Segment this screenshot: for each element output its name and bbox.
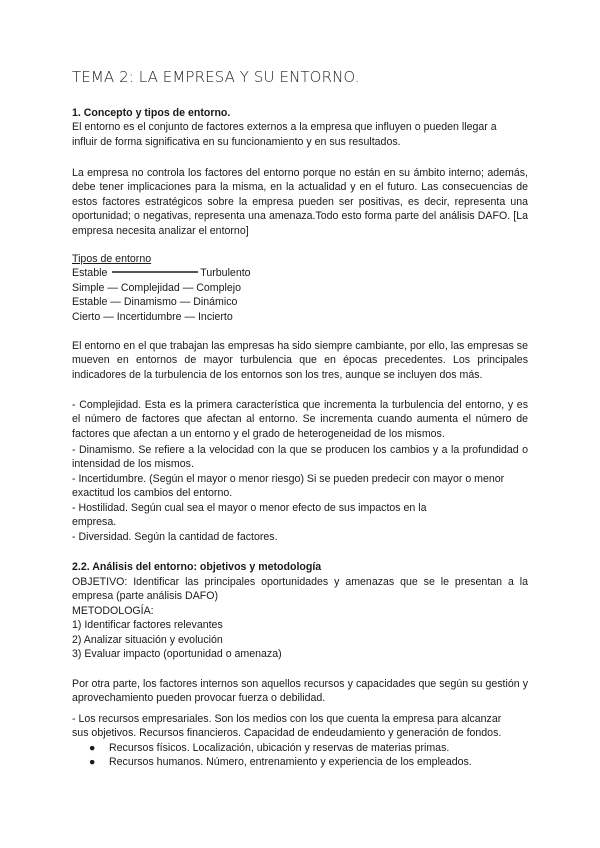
indicator-diversidad: - Diversidad. Según la cantidad de factores. [72, 530, 278, 543]
metodologia-label: METODOLOGÍA: [72, 605, 154, 617]
paragraph-turbulence: El entorno en el que trabajan las empresas ha sido siempre cambiante, por ello, las empresas se mueven en entornos de mayor turbulencia que en épocas precedentes. Los principales indicadores de la turbulencia de los entornos son los tres, aunque se incluyen dos más. [72, 340, 528, 381]
paragraph-internal-factors: Por otra parte, los factores internos son aquellos recursos y capacidades que según su gestión y aprovechamiento pueden provocar fuerza o debilidad. [72, 678, 528, 705]
indicator-rest [72, 472, 528, 544]
recursos-list [72, 741, 528, 770]
list-item-text: Recursos físicos. Localización, ubicación y reservas de materias primas. [109, 741, 450, 754]
section-1 [72, 106, 528, 149]
scale-line [112, 271, 198, 273]
scale-right-label: Turbulento [200, 267, 251, 280]
type-row: Cierto — Incertidumbre — Incierto [72, 310, 233, 323]
paragraph-definition-line-2: influir de forma significativa en su funcionamiento y en sus resultados. [72, 135, 401, 148]
page-title: TEMA 2: LA EMPRESA Y SU ENTORNO. [72, 68, 360, 86]
section-2-heading-text: 2.2. Análisis del entorno: objetivos y metodología [72, 561, 322, 573]
types-block [72, 252, 528, 324]
type-row: Estable — Dinamismo — Dinámico [72, 296, 238, 309]
types-heading: Tipos de entorno [72, 253, 152, 265]
indicator-dinamismo: - Dinamismo. Se refiere a la velocidad con la que se producen los cambios y a la profundidad o intensidad de los mismos. [72, 444, 528, 471]
metodologia-block [72, 604, 528, 662]
type-row: Simple — Complejidad — Complejo [72, 281, 241, 294]
list-item [72, 755, 528, 769]
section-2-heading [72, 560, 528, 574]
section-1-heading: 1. Concepto y tipos de entorno. [72, 107, 231, 119]
recursos-line-2: sus objetivos. Recursos financieros. Capacidad de endeudamiento y generación de fondos. [72, 727, 502, 740]
bullet-icon: ● [89, 756, 96, 769]
scale-left-label: Estable [72, 267, 108, 280]
method-step: 3) Evaluar impacto (oportunidad o amenaza) [72, 648, 282, 661]
indicator-incertidumbre-line-2: exactitud los cambios del entorno. [72, 487, 233, 500]
recursos-line-1: - Los recursos empresariales. Son los medios con los que cuenta la empresa para alcanzar [72, 713, 502, 725]
scale-row [72, 266, 528, 280]
recursos-block [72, 712, 528, 770]
paragraph-definition-line-1: El entorno es el conjunto de factores externos a la empresa que influyen o pueden llegar a [72, 121, 497, 134]
indicator-complejidad: - Complejidad. Esta es la primera característica que incrementa la turbulencia del entorno, y es el número de factores que afectan al entorno. Se incrementa cuando aumenta el número de factores que afectan a un entorno y el grado de heterogeneidad de los mismos. [72, 399, 528, 440]
objetivo: OBJETIVO: Identificar las principales oportunidades y amenazas que se le presentan a la empresa (parte análisis DAFO) [72, 576, 528, 603]
paragraph-control: La empresa no controla los factores del entorno porque no están en su ámbito interno; además, debe tener implicaciones para la misma, en la actualidad y en el futuro. Las consecuencias de estos factores estratégicos sobre la empresa pueden ser positivas, es decir, representa una oportunidad; o negativas, representa una amenaza.Todo esto forma parte del análisis DAFO. [La empresa necesita analizar el entorno] [72, 167, 528, 237]
list-item [72, 741, 528, 755]
indicator-hostilidad-line-1: - Hostilidad. Según cual sea el mayor o menor efecto de sus impactos en la [72, 501, 427, 514]
list-item-text: Recursos humanos. Número, entrenamiento y experiencia de los empleados. [109, 756, 472, 769]
indicator-incertidumbre-line-1: - Incertidumbre. (Según el mayor o menor riesgo) Si se pueden predecir con mayor o menor [72, 473, 505, 485]
method-step: 1) Identificar factores relevantes [72, 619, 223, 632]
method-step: 2) Analizar situación y evolución [72, 633, 223, 646]
bullet-icon: ● [89, 741, 96, 754]
indicator-hostilidad-line-2: empresa. [72, 516, 117, 529]
